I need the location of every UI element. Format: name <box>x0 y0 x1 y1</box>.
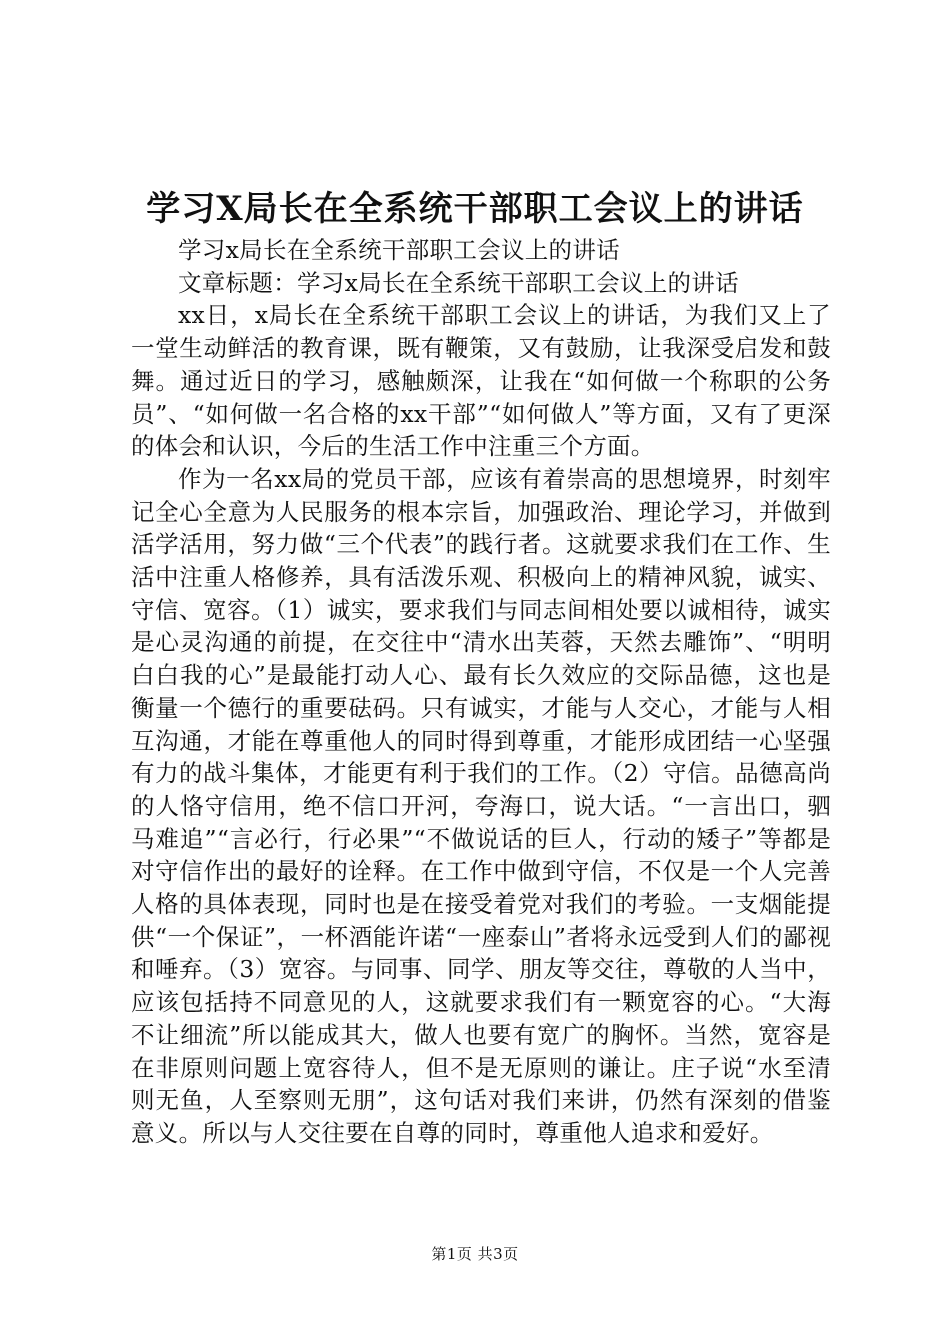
body-paragraph-main: 作为一名xx局的党员干部，应该有着崇高的思想境界，时刻牢记全心全意为人民服务的根本宗旨，加强政治、理论学习，并做到活学活用，努力做“三个代表”的践行者。这就要求我们在工作、生活中注重人格修养，具有活泼乐观、积极向上的精神风貌，诚实、守信、宽容。（1）诚实，要求我们与同志间相处要以诚相待，诚实是心灵沟通的前提，在交往中“清水出芙蓉，天然去雕饰”、“明明白白我的心”是最能打动人心、最有长久效应的交际品德，这也是衡量一个德行的重要砝码。只有诚实，才能与人交心，才能与人相互沟通，才能在尊重他人的同时得到尊重，才能形成团结一心坚强有力的战斗集体，才能更有利于我们的工作。（2）守信。品德高尚的人恪守信用，绝不信口开河，夸海口，说大话。“一言出口，驷马难追”“言必行，行必果”“不做说话的巨人，行动的矮子”等都是对守信作出的最好的诠释。在工作中做到守信，不仅是一个人完善人格的具体表现，同时也是在接受着党对我们的考验。一支烟能提供“一个保证”，一杯酒能许诺“一座泰山”者将永远受到人们的鄙视和唾弃。（3）宽容。与同事、同学、朋友等交往，尊敬的人当中，应该包括持不同意见的人，这就要求我们有一颗宽容的心。“大海不让细流”所以能成其大，做人也要有宽广的胸怀。当然，宽容是在非原则问题上宽容待人，但不是无原则的谦让。庄子说“水至清则无鱼，人至察则无朋”，这句话对我们来讲，仍然有深刻的借鉴意义。所以与人交往要在自尊的同时，尊重他人追求和爱好。 <box>131 464 831 1147</box>
document-title: 学习X局长在全系统干部职工会议上的讲话 <box>146 189 804 229</box>
document-body <box>131 234 831 1150</box>
body-paragraph-intro: xx日，x局长在全系统干部职工会议上的讲话，为我们又上了一堂生动鲜活的教育课，既有鞭策，又有鼓励，让我深受启发和鼓舞。通过近日的学习，感触颇深，让我在“如何做一个称职的公务员”、“如何做一名合格的xx干部”“如何做人”等方面，又有了更深的体会和认识，今后的生活工作中注重三个方面。 <box>131 301 831 461</box>
page-number-footer: 第1页 共3页 <box>431 1245 519 1263</box>
body-paragraph-article-title: 文章标题：学习x局长在全系统干部职工会议上的讲话 <box>178 268 739 297</box>
body-paragraph-subtitle: 学习x局长在全系统干部职工会议上的讲话 <box>178 236 620 264</box>
